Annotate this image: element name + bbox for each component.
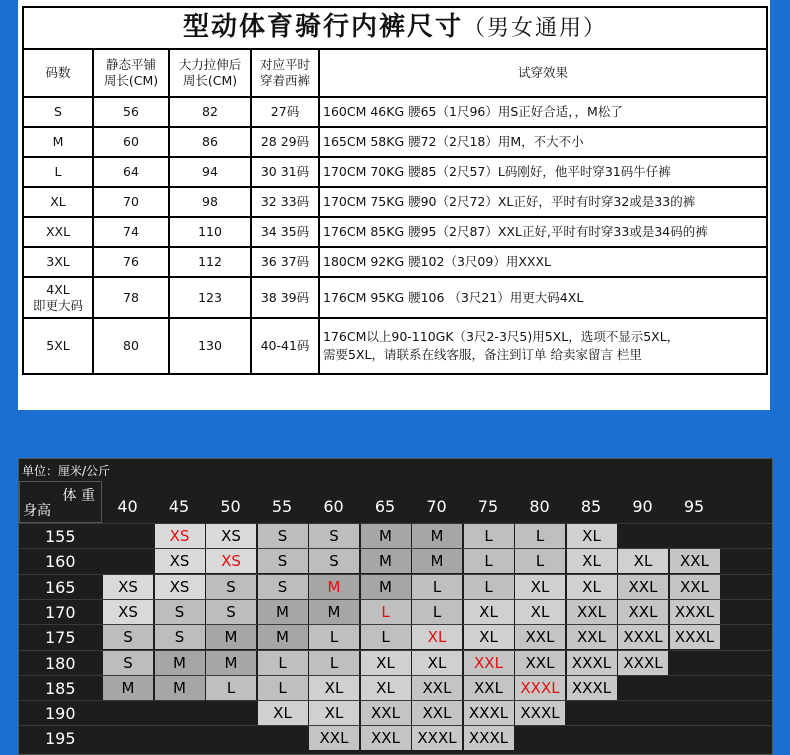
- size-cell: XL: [412, 625, 462, 649]
- size-cell: XL: [464, 600, 514, 624]
- weight-tick: 45: [168, 497, 190, 516]
- size-cell: L: [515, 549, 565, 573]
- size-cell: L: [206, 676, 256, 700]
- cell-size: S: [23, 97, 93, 127]
- height-tick: 165: [45, 577, 76, 597]
- table-row: [23, 97, 767, 127]
- weight-tick: 85: [580, 497, 602, 516]
- table-row: [23, 247, 767, 277]
- height-tick: 170: [45, 602, 76, 622]
- size-cell: M: [206, 651, 256, 675]
- size-cell: XL: [515, 575, 565, 599]
- size-cell: XL: [567, 524, 617, 548]
- size-cell: XXXL: [412, 726, 462, 750]
- size-cell: XXL: [464, 651, 514, 675]
- weight-axis-label: 体 重: [62, 488, 95, 504]
- size-cell: XL: [309, 676, 359, 700]
- cell-stretch: 123: [169, 277, 251, 318]
- size-cell: M: [309, 600, 359, 624]
- size-cell: S: [103, 651, 153, 675]
- cell-stretch: 82: [169, 97, 251, 127]
- grid-corner: [19, 481, 102, 523]
- cell-static: 70: [93, 187, 169, 217]
- height-tick: 185: [45, 678, 76, 698]
- cell-jeans: 28 29码: [251, 127, 319, 157]
- size-cell: XS: [103, 600, 153, 624]
- size-cell: M: [361, 524, 411, 548]
- cell-effect: 170CM 70KG 腰85（2尺57）L码刚好，他平时穿31码牛仔裤: [319, 157, 767, 187]
- height-tick: 160: [45, 552, 76, 572]
- weight-tick: 80: [529, 497, 550, 516]
- title-main: 型动体育骑行内裤尺寸: [182, 12, 463, 42]
- cell-effect: 180CM 92KG 腰102（3尺09）用XXXL: [319, 247, 767, 277]
- cell-effect: 176CM 85KG 腰95（2尺87）XXL正好,平时有时穿33或是34码的裤: [319, 217, 767, 247]
- size-cell: XXL: [515, 625, 565, 649]
- height-tick: 195: [45, 729, 76, 749]
- cell-jeans: 27码: [251, 97, 319, 127]
- table-row: [23, 217, 767, 247]
- size-cell: XXL: [412, 701, 462, 725]
- size-cell: XXXL: [670, 600, 720, 624]
- cell-effect: 170CM 75KG 腰90（2尺72）XL正好，平时有时穿32或是33的裤: [319, 187, 767, 217]
- size-cell: XXXL: [464, 726, 514, 750]
- cell-size: 4XL 即更大码: [23, 277, 93, 318]
- size-cell: S: [206, 575, 256, 599]
- cell-static: 64: [93, 157, 169, 187]
- size-cell: S: [258, 575, 308, 599]
- size-cell: S: [258, 524, 308, 548]
- size-cell: S: [309, 524, 359, 548]
- size-cell: XXXL: [464, 701, 514, 725]
- size-cell: XL: [567, 575, 617, 599]
- size-cell: M: [155, 676, 205, 700]
- height-tick: 155: [45, 527, 76, 546]
- size-cell: L: [464, 524, 514, 548]
- size-cell: L: [515, 524, 565, 548]
- size-cell: XL: [258, 701, 308, 725]
- height-tick: 190: [45, 704, 76, 724]
- size-cell: S: [155, 600, 205, 624]
- size-cell: XXXL: [618, 625, 668, 649]
- cell-stretch: 86: [169, 127, 251, 157]
- size-cell: L: [258, 676, 308, 700]
- size-cell: XXL: [567, 600, 617, 624]
- size-cell: XL: [618, 549, 668, 573]
- size-cell: L: [464, 575, 514, 599]
- cell-stretch: 130: [169, 318, 251, 374]
- size-cell: L: [464, 549, 514, 573]
- size-table-panel: [18, 0, 770, 410]
- size-cell: M: [309, 575, 359, 599]
- size-cell: XXL: [618, 575, 668, 599]
- size-cell: XXL: [670, 575, 720, 599]
- weight-tick: 75: [477, 497, 499, 516]
- header-jeans: 对应平时 穿着西裤: [251, 49, 319, 97]
- size-cell: L: [361, 625, 411, 649]
- size-cell: XXL: [464, 676, 514, 700]
- size-cell: XXXL: [515, 676, 565, 700]
- weight-tick: 70: [426, 497, 447, 516]
- cell-size: L: [23, 157, 93, 187]
- cell-effect: 165CM 58KG 腰72（2尺18）用M，不大不小: [319, 127, 767, 157]
- size-cell: XXL: [567, 625, 617, 649]
- size-cell: XS: [103, 575, 153, 599]
- size-cell: XXXL: [618, 651, 668, 675]
- cell-jeans: 30 31码: [251, 157, 319, 187]
- size-cell: M: [206, 625, 256, 649]
- size-cell: S: [155, 625, 205, 649]
- size-cell: XS: [155, 549, 205, 573]
- size-cell: XXL: [309, 726, 359, 750]
- size-cell: XS: [155, 575, 205, 599]
- cell-size: XXL: [23, 217, 93, 247]
- cell-jeans: 36 37码: [251, 247, 319, 277]
- size-cell: M: [412, 549, 462, 573]
- size-cell: XL: [361, 651, 411, 675]
- cell-size: 5XL: [23, 318, 93, 374]
- height-tick: 180: [45, 653, 76, 673]
- cell-stretch: 112: [169, 247, 251, 277]
- cell-stretch: 110: [169, 217, 251, 247]
- size-cell: M: [103, 676, 153, 700]
- table-row: [23, 277, 767, 318]
- size-grid: [19, 481, 772, 754]
- size-cell: XXXL: [567, 676, 617, 700]
- size-cell: XXXL: [567, 651, 617, 675]
- size-cell: XXXL: [670, 625, 720, 649]
- size-cell: XXL: [618, 600, 668, 624]
- size-cell: S: [309, 549, 359, 573]
- cell-size: XL: [23, 187, 93, 217]
- weight-tick: 60: [323, 497, 344, 516]
- size-cell: L: [412, 600, 462, 624]
- size-cell: M: [155, 651, 205, 675]
- size-cell: L: [412, 575, 462, 599]
- height-tick: 175: [45, 628, 76, 648]
- size-cell: XS: [206, 524, 256, 548]
- size-cell: M: [361, 549, 411, 573]
- size-cell: XL: [464, 625, 514, 649]
- cell-jeans: 38 39码: [251, 277, 319, 318]
- cell-effect: 176CM以上90-110GK（3尺2-3尺5)用5XL，选项不显示5XL， 需要5XL，请联系在线客服，备注到订单 给卖家留言 栏里: [319, 318, 767, 374]
- cell-jeans: 32 33码: [251, 187, 319, 217]
- cell-effect: 160CM 46KG 腰65（1尺96）用S正好合适，，M松了: [319, 97, 767, 127]
- size-cell: XXL: [361, 701, 411, 725]
- weight-tick: 55: [271, 497, 293, 516]
- size-cell: L: [361, 600, 411, 624]
- weight-tick: 65: [374, 497, 396, 516]
- table-row: [23, 127, 767, 157]
- size-cell: L: [309, 625, 359, 649]
- weight-tick: 90: [632, 497, 653, 516]
- table-header-row: [23, 49, 767, 97]
- cell-static: 56: [93, 97, 169, 127]
- unit-label: 单位：厘米/公斤: [22, 464, 111, 478]
- cell-static: 60: [93, 127, 169, 157]
- size-cell: XL: [361, 676, 411, 700]
- cell-static: 76: [93, 247, 169, 277]
- size-cell: XL: [567, 549, 617, 573]
- header-stretch: 大力拉伸后 周长(CM): [169, 49, 251, 97]
- size-cell: L: [258, 651, 308, 675]
- cell-static: 74: [93, 217, 169, 247]
- size-cell: M: [361, 575, 411, 599]
- cell-jeans: 40-41码: [251, 318, 319, 374]
- table-row: [23, 157, 767, 187]
- size-cell: XXL: [361, 726, 411, 750]
- size-cell: L: [309, 651, 359, 675]
- size-cell: XL: [515, 600, 565, 624]
- size-cell: XXL: [412, 676, 462, 700]
- table-row: [23, 187, 767, 217]
- weight-tick: 95: [683, 497, 705, 516]
- size-cell: XXL: [515, 651, 565, 675]
- size-cell: XS: [206, 549, 256, 573]
- size-cell: XS: [155, 524, 205, 548]
- size-cell: XXXL: [515, 701, 565, 725]
- cell-stretch: 94: [169, 157, 251, 187]
- size-table: [22, 6, 768, 375]
- cell-size: 3XL: [23, 247, 93, 277]
- cell-stretch: 98: [169, 187, 251, 217]
- header-static: 静态平铺 周长(CM): [93, 49, 169, 97]
- header-size: 码数: [23, 49, 93, 97]
- weight-tick: 40: [117, 497, 138, 516]
- cell-effect: 176CM 95KG 腰106 （3尺21）用更大码4XL: [319, 277, 767, 318]
- size-chart-panel: [18, 458, 773, 755]
- size-cell: M: [412, 524, 462, 548]
- height-axis-label: 身高: [23, 503, 51, 519]
- table-row: [23, 318, 767, 374]
- size-cell: XL: [412, 651, 462, 675]
- header-effect: 试穿效果: [319, 49, 767, 97]
- weight-tick: 50: [220, 497, 241, 516]
- size-cell: S: [103, 625, 153, 649]
- cell-static: 80: [93, 318, 169, 374]
- size-cell: S: [206, 600, 256, 624]
- cell-size: M: [23, 127, 93, 157]
- size-cell: XXL: [670, 549, 720, 573]
- table-title: [23, 7, 767, 49]
- cell-static: 78: [93, 277, 169, 318]
- title-sub: （男女通用）: [463, 16, 608, 41]
- cell-jeans: 34 35码: [251, 217, 319, 247]
- size-cell: M: [258, 625, 308, 649]
- size-cell: XL: [309, 701, 359, 725]
- size-cell: M: [258, 600, 308, 624]
- size-cell: S: [258, 549, 308, 573]
